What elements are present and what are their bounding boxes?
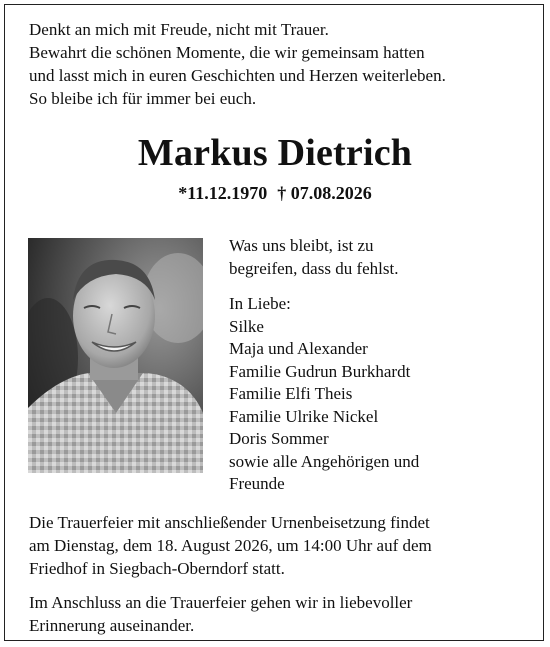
life-dates [0,181,550,205]
closing-line: Erinnerung auseinander. [29,616,195,635]
funeral-info [29,511,534,637]
mourner-name: Maja und Alexander [229,339,368,358]
mourner-name: Familie Ulrike Nickel [229,406,379,426]
poem-line: Bewahrt die schönen Momente, die wir gemeinsam hatten [29,43,425,62]
death-date: † 07.08.2026 [277,183,372,203]
poem-line: Denkt an mich mit Freude, nicht mit Trauer. [29,20,329,39]
closing-line: Im Anschluss an die Trauerfeier gehen wir in liebevoller [29,593,413,612]
portrait-photo-icon [28,238,203,473]
mourner-name: sowie alle Angehörigen und [229,451,420,471]
funeral-line: am Dienstag, dem 18. August 2026, um 14:00 Uhr auf dem [29,536,432,555]
deceased-name: Markus Dietrich [137,132,413,174]
birth-date: *11.12.1970 [178,183,268,203]
mourner-name: Familie Gudrun Burkhardt [229,361,411,381]
portrait-photo [28,238,203,473]
mourners-heading: In Liebe: [229,294,291,313]
right-column [229,235,529,496]
funeral-line: Die Trauerfeier mit anschließender Urnenbeisetzung findet [29,513,430,532]
funeral-line: Friedhof in Siegbach-Oberndorf statt. [29,559,285,578]
quote [229,235,529,280]
quote-line: begreifen, dass du fehlst. [229,258,399,278]
quote-line: Was uns bleibt, ist zu [229,236,374,255]
poem [29,18,529,110]
poem-line: So bleibe ich für immer bei euch. [29,89,257,108]
mourner-name: Freunde [229,474,285,493]
mourner-name: Doris Sommer [229,429,329,448]
mourner-name: Silke [229,316,264,336]
mourner-name: Familie Elfi Theis [229,384,353,403]
poem-line: und lasst mich in euren Geschichten und Herzen weiterleben. [29,66,446,85]
